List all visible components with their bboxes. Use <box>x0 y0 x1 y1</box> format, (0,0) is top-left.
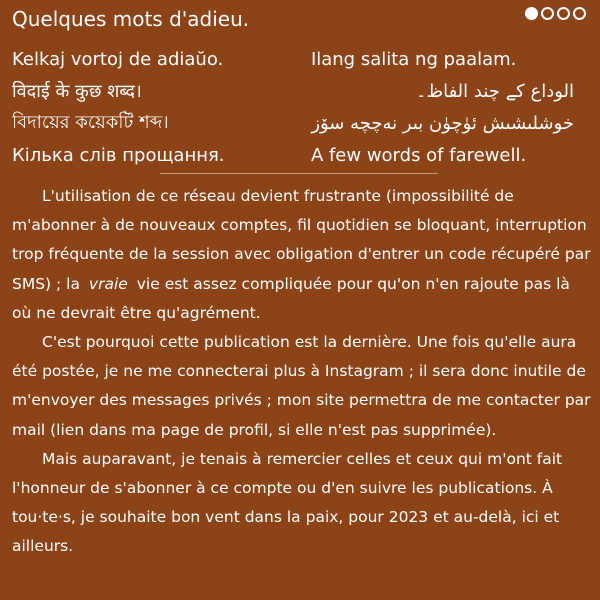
paragraph-1-start: L'utilisation de ce réseau devient frustrante (impossibilité de m'abonner à de nouveaux comptes, fil quotidien se bloquant, interruption trop fréquente de la session avec obligation d'entrer un code récupéré par SMS) ; la <box>12 187 591 293</box>
phrase-tagalog: Ilang salita ng paalam. <box>310 48 517 70</box>
paragraph-3: Mais auparavant, je tenais à remercier celles et ceux qui m'ont fait l'honneur de s'abonner à ce compte ou d'en suivre les publications. À tou·te·s, je souhaite bon vent dans la paix, pour 2023 et au-delà, ici et ailleurs. <box>12 449 563 556</box>
phrase-urdu: الوداع کے چند الفاظ۔ <box>415 80 574 102</box>
pager-dot-1[interactable] <box>525 7 538 20</box>
page-title: Quelques mots d'adieu. <box>12 7 250 31</box>
phrase-uyghur: خوشلىشىش ئۈچۈن بىر نەچچە سۆز <box>311 112 574 134</box>
pager-dot-4[interactable] <box>573 7 586 20</box>
paragraph-1-end: vie est assez compliquée pour qu'on n'en rajoute pas là où ne devrait être qu'agrément. <box>12 274 570 322</box>
phrase-bengali: বিদায়ের কয়েকটি শব্দ। <box>12 111 169 133</box>
divider <box>160 173 438 174</box>
paragraph-2: C'est pourquoi cette publication est la dernière. Une fois qu'elle aura été postée, je ne me connecterai plus à Instagram ; il sera donc inutile de m'envoyer des messages privés ; mon site permettra de me contacter par mail (lien dans ma page de profil, si elle n'est pas supprimée). <box>12 333 591 439</box>
phrase-english: A few words of farewell. <box>310 144 527 166</box>
pager-dot-2[interactable] <box>541 7 554 20</box>
emphasis-vraie: vraie <box>88 274 128 293</box>
carousel-pager[interactable] <box>525 7 586 20</box>
phrase-esperanto: Kelkaj vortoj de adiaŭo. <box>12 48 224 70</box>
paragraph-1 <box>12 182 592 328</box>
phrase-hindi: विदाई के कुछ शब्द। <box>12 81 142 102</box>
phrase-ukrainian: Кілька слів прощання. <box>12 144 225 166</box>
pager-dot-3[interactable] <box>557 7 570 20</box>
farewell-message <box>12 182 592 562</box>
farewell-phrases <box>12 43 588 171</box>
